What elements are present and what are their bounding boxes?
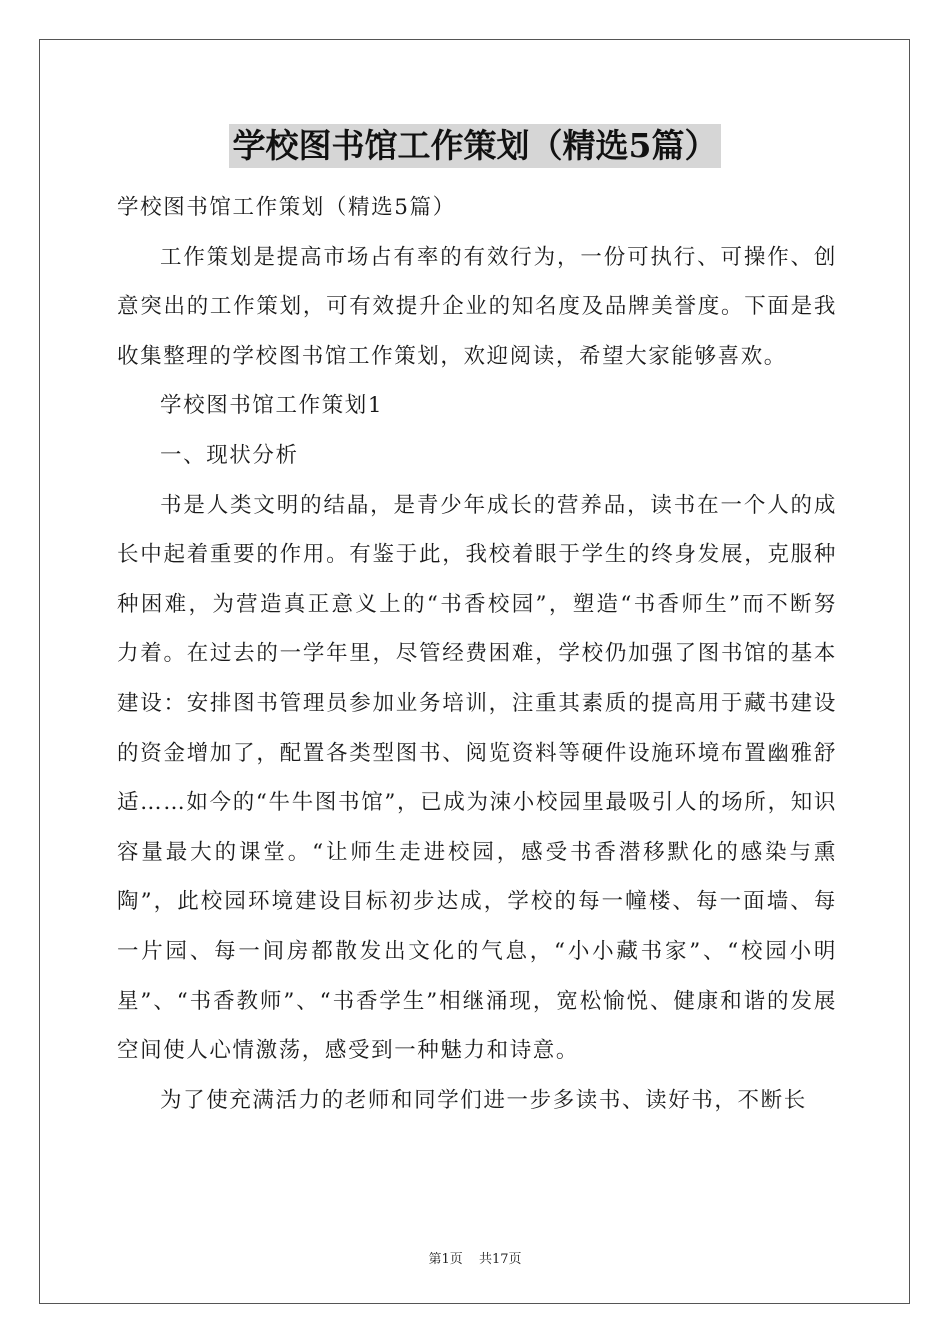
paragraph-continued: 为了使充满活力的老师和同学们进一步多读书、读好书，不断长: [160, 1087, 807, 1113]
page-number: 第1页: [428, 1252, 463, 1267]
document-title: 学校图书馆工作策划（精选5篇）: [229, 124, 722, 168]
paragraph-intro: 工作策划是提高市场占有率的有效行为，一份可执行、可操作、创意突出的工作策划，可有效提升企业的知名度及品牌美誉度。下面是我收集整理的学校图书馆工作策划，欢迎阅读，希望大家能够喜欢。: [117, 244, 837, 369]
section-heading: 学校图书馆工作策划1: [160, 393, 384, 419]
paragraph-analysis: 书是人类文明的结晶，是青少年成长的营养品，读书在一个人的成长中起着重要的作用。有鉴于此，我校着眼于学生的终身发展，克服种种困难，为营造真正意义上的“书香校园”，塑造“书香师生”而不断努力着。在过去的一学年里，尽管经费困难，学校仍加强了图书馆的基本建设：安排图书管理员参加业务培训，注重其素质的提高用于藏书建设的资金增加了，配置各类型图书、阅览资料等硬件设施环境布置幽雅舒适……如今的“牛牛图书馆”，已成为涑小校园里最吸引人的场所，知识容量最大的课堂。“让师生走进校园，感受书香潜移默化的感染与熏陶”，此校园环境建设目标初步达成，学校的每一幢楼、每一面墙、每一片园、每一间房都散发出文化的气息，“小小藏书家”、“校园小明星”、“书香教师”、“书香学生”相继涌现，宽松愉悦、健康和谐的发展空间使人心情激荡，感受到一种魅力和诗意。: [117, 492, 837, 1064]
subsection-heading: 一、现状分析: [160, 442, 299, 468]
total-pages: 共17页: [478, 1252, 522, 1267]
subtitle: 学校图书馆工作策划（精选5篇）: [117, 195, 456, 220]
title-container: [0, 124, 950, 168]
document-body: [117, 183, 837, 1125]
page-footer: [0, 1248, 950, 1267]
